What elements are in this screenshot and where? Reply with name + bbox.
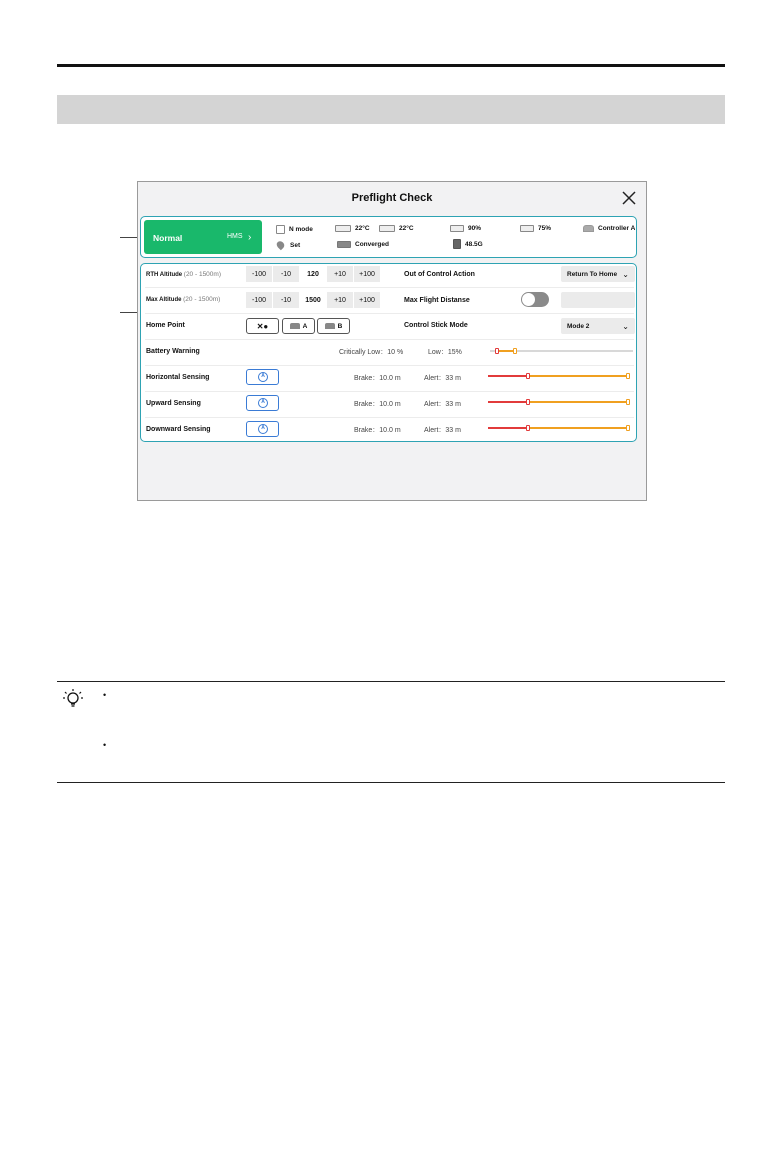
storage-status: 48.5G xyxy=(453,239,483,249)
downward-alert-value: Alert：33 m xyxy=(424,427,461,434)
battery2-temp-icon xyxy=(379,225,395,232)
divider xyxy=(145,313,634,314)
rc-battery-icon xyxy=(520,225,534,232)
alert-handle[interactable] xyxy=(626,425,630,431)
max-flight-distance-toggle[interactable] xyxy=(521,292,549,307)
brake-range xyxy=(488,375,526,377)
rth-altitude-label: RTH Altitude (20 - 1500m) xyxy=(146,271,221,278)
chevron-down-icon: ⌄ xyxy=(622,321,629,331)
max-minus-10-button[interactable]: -10 xyxy=(273,292,299,308)
lightbulb-icon xyxy=(62,688,84,712)
rtk-icon xyxy=(337,241,351,248)
battery-low-fill xyxy=(499,350,513,352)
status-panel xyxy=(140,216,637,258)
hms-label: HMS xyxy=(227,233,243,240)
horizontal-brake-value: Brake：10.0 m xyxy=(354,375,401,382)
max-altitude-label: Max Altitude (20 - 1500m) xyxy=(146,296,221,303)
battery-level-status: 90% xyxy=(450,225,481,232)
aircraft-icon xyxy=(276,225,285,234)
downward-sensing-label: Downward Sensing xyxy=(146,426,211,433)
hms-status-button[interactable] xyxy=(144,220,262,254)
divider xyxy=(145,391,634,392)
out-of-control-select[interactable]: Return To Home ⌄ xyxy=(561,266,635,282)
status-state: Normal xyxy=(153,233,183,243)
low-handle[interactable] xyxy=(513,348,517,354)
sensor-icon: A xyxy=(258,398,268,408)
flight-mode-status: N mode xyxy=(276,225,313,234)
home-point-rc-a-button[interactable]: A xyxy=(282,318,315,334)
out-of-control-label: Out of Control Action xyxy=(404,271,475,278)
brake-handle[interactable] xyxy=(526,373,530,379)
rth-plus-100-button[interactable]: +100 xyxy=(354,266,380,282)
upward-brake-value: Brake：10.0 m xyxy=(354,401,401,408)
home-point-aircraft-button[interactable] xyxy=(246,318,279,334)
downward-sensing-button[interactable] xyxy=(246,421,279,437)
rth-plus-10-button[interactable]: +10 xyxy=(327,266,353,282)
upward-alert-value: Alert：33 m xyxy=(424,401,461,408)
aircraft-pin-icon: ✕● xyxy=(256,321,269,331)
chevron-right-icon: › xyxy=(248,232,252,243)
brake-range xyxy=(488,427,526,429)
toggle-knob xyxy=(522,293,535,306)
control-stick-mode-label: Control Stick Mode xyxy=(404,322,468,329)
rc-battery-status: 75% xyxy=(520,225,551,232)
brake-range xyxy=(488,401,526,403)
controller-icon xyxy=(290,323,300,329)
alert-range xyxy=(530,427,626,429)
rth-altitude-value[interactable]: 120 xyxy=(300,266,326,282)
low-value: Low：15% xyxy=(428,349,462,356)
battery2-temp-status: 22°C xyxy=(379,225,414,232)
close-icon[interactable] xyxy=(621,190,637,206)
rth-minus-10-button[interactable]: -10 xyxy=(273,266,299,282)
upward-sensing-button[interactable] xyxy=(246,395,279,411)
battery1-temp-status: 22°C xyxy=(335,225,370,232)
critical-low-value: Critically Low：10 % xyxy=(339,349,404,356)
battery-level-icon xyxy=(450,225,464,232)
tip-bullet-2: • xyxy=(103,740,107,750)
max-flight-distance-field[interactable] xyxy=(561,292,635,308)
home-pin-icon xyxy=(275,240,286,251)
horizontal-sensing-button[interactable] xyxy=(246,369,279,385)
rth-altitude-stepper xyxy=(246,266,381,282)
sd-card-icon xyxy=(453,239,461,249)
tip-bottom-rule xyxy=(57,782,725,783)
controller-status: Controller A xyxy=(583,225,635,232)
chevron-down-icon: ⌄ xyxy=(622,269,629,279)
max-plus-100-button[interactable]: +100 xyxy=(354,292,380,308)
divider xyxy=(145,339,634,340)
home-point-status: Set xyxy=(277,241,300,249)
max-minus-100-button[interactable]: -100 xyxy=(246,292,272,308)
control-stick-mode-select[interactable]: Mode 2 ⌄ xyxy=(561,318,635,334)
controller-icon xyxy=(583,225,594,232)
critical-low-handle[interactable] xyxy=(495,348,499,354)
rth-minus-100-button[interactable]: -100 xyxy=(246,266,272,282)
tip-top-rule xyxy=(57,681,725,682)
alert-range xyxy=(530,375,626,377)
dialog-title: Preflight Check xyxy=(351,192,433,204)
settings-panel xyxy=(140,263,637,442)
horizontal-alert-value: Alert：33 m xyxy=(424,375,461,382)
rtk-status: Converged xyxy=(337,241,389,248)
controller-icon xyxy=(325,323,335,329)
battery1-temp-icon xyxy=(335,225,351,232)
divider xyxy=(145,287,634,288)
sensor-icon: A xyxy=(258,424,268,434)
sensor-icon: A xyxy=(258,372,268,382)
top-rule xyxy=(57,64,725,67)
upward-sensing-label: Upward Sensing xyxy=(146,400,201,407)
max-altitude-value[interactable]: 1500 xyxy=(300,292,326,308)
max-flight-distance-label: Max Flight Distanse xyxy=(404,297,470,304)
downward-brake-value: Brake：10.0 m xyxy=(354,427,401,434)
max-altitude-stepper xyxy=(246,292,381,308)
divider xyxy=(145,365,634,366)
horizontal-sensing-label: Horizontal Sensing xyxy=(146,374,210,381)
brake-handle[interactable] xyxy=(526,425,530,431)
alert-handle[interactable] xyxy=(626,373,630,379)
divider xyxy=(145,417,634,418)
alert-range xyxy=(530,401,626,403)
battery-warning-label: Battery Warning xyxy=(146,348,200,355)
home-point-label: Home Point xyxy=(146,322,185,329)
brake-handle[interactable] xyxy=(526,399,530,405)
section-header-band xyxy=(57,95,725,124)
max-plus-10-button[interactable]: +10 xyxy=(327,292,353,308)
alert-handle[interactable] xyxy=(626,399,630,405)
home-point-rc-b-button[interactable]: B xyxy=(317,318,350,334)
tip-bullet-1: • xyxy=(103,690,107,700)
